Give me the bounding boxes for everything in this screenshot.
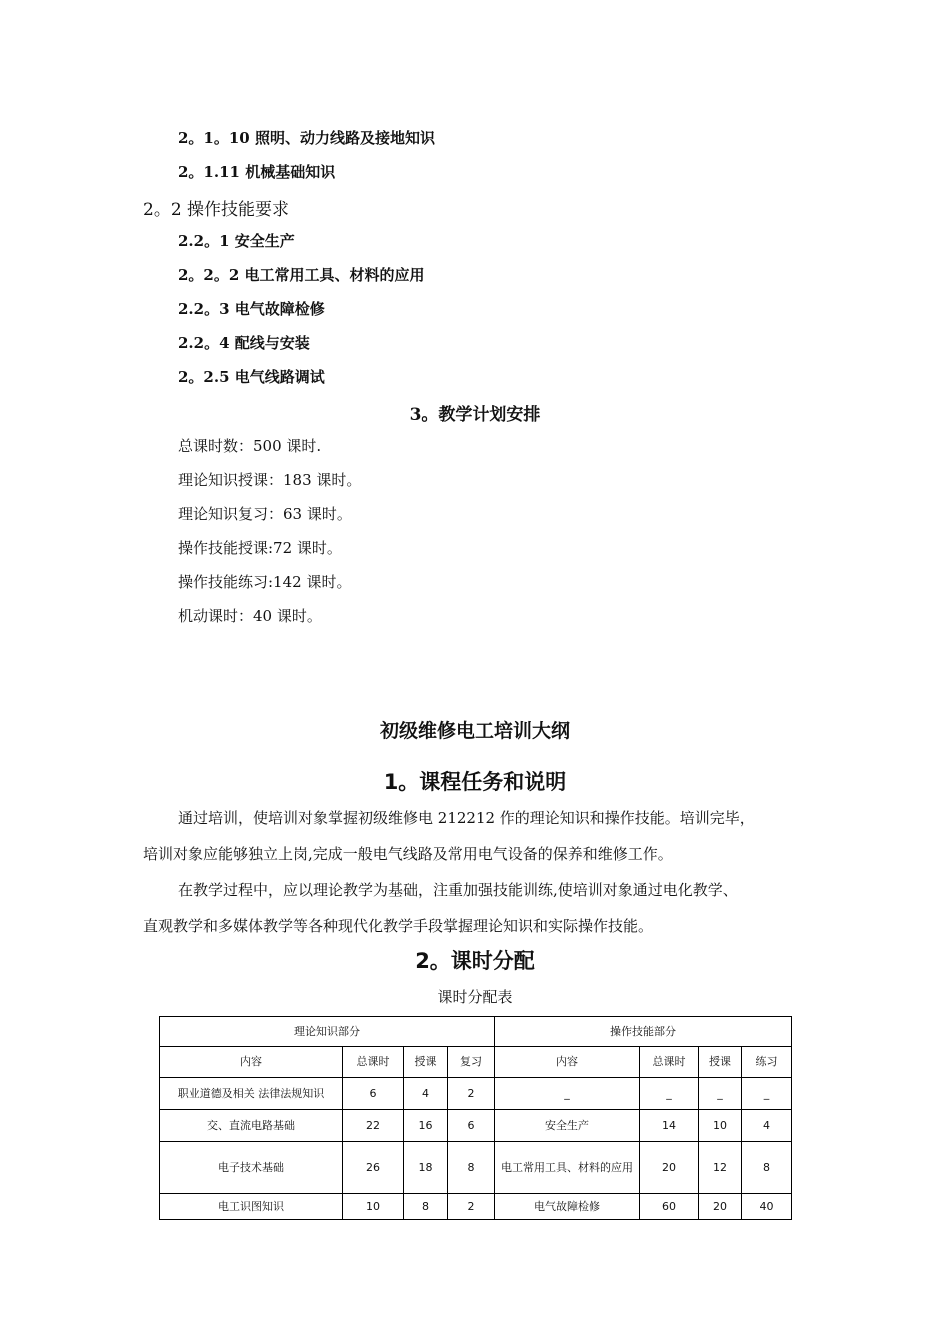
table-row	[160, 1110, 792, 1142]
table-cell: 4	[742, 1110, 792, 1142]
section-1-heading: 1。课程任务和说明	[383, 770, 567, 794]
table-cell: 安全生产	[495, 1110, 640, 1142]
table-group-header-row	[160, 1017, 792, 1047]
hours-theory-review: 理论知识复习：63 课时。	[178, 505, 352, 523]
table-cell: _	[742, 1078, 792, 1110]
table-cell: 26	[343, 1142, 404, 1194]
table-cell: 电子技术基础	[160, 1142, 343, 1194]
outline-item-2-1-11: 2。1.11 机械基础知识	[178, 163, 336, 181]
hours-skill-teaching: 操作技能授课:72 课时。	[178, 539, 342, 557]
table-cell: 2	[448, 1194, 495, 1220]
paragraph-2-line-2: 直观教学和多媒体教学等各种现代化教学手段掌握理论知识和实际操作技能。	[143, 917, 654, 935]
table-cell: 电工识图知识	[160, 1194, 343, 1220]
outline-item-2-2-5: 2。2.5 电气线路调试	[178, 368, 325, 386]
hours-skill-practice: 操作技能练习:142 课时。	[178, 573, 352, 591]
table-cell: 20	[640, 1142, 699, 1194]
table-row	[160, 1194, 792, 1220]
table-cell: 40	[742, 1194, 792, 1220]
table-cell: _	[640, 1078, 699, 1110]
table-cell: 12	[699, 1142, 742, 1194]
table-header-row	[160, 1047, 792, 1078]
paragraph-1-line-2: 培训对象应能够独立上岗,完成一般电气线路及常用电气设备的保养和维修工作。	[143, 845, 673, 863]
column-header: 授课	[699, 1047, 742, 1078]
table-cell: _	[699, 1078, 742, 1110]
table-cell: 8	[448, 1142, 495, 1194]
section-3-heading: 3。教学计划安排	[409, 405, 541, 425]
table-cell: 14	[640, 1110, 699, 1142]
outline-item-2-2: 2。2 操作技能要求	[143, 200, 290, 220]
hours-theory-teaching: 理论知识授课：183 课时。	[178, 471, 362, 489]
column-header: 总课时	[343, 1047, 404, 1078]
outline-item-2-2-3: 2.2。3 电气故障检修	[178, 300, 325, 318]
hours-total: 总课时数：500 课时.	[178, 437, 322, 455]
outline-item-2-1-10: 2。1。10 照明、动力线路及接地知识	[178, 129, 435, 147]
table-cell: 60	[640, 1194, 699, 1220]
table-cell: 2	[448, 1078, 495, 1110]
table-cell: 10	[343, 1194, 404, 1220]
table-cell: 6	[343, 1078, 404, 1110]
table-row	[160, 1078, 792, 1110]
class-hours-table	[159, 1016, 792, 1220]
column-header: 授课	[404, 1047, 448, 1078]
table-cell: 20	[699, 1194, 742, 1220]
column-header: 内容	[160, 1047, 343, 1078]
table-cell: 电工常用工具、材料的应用	[495, 1142, 640, 1194]
column-header: 总课时	[640, 1047, 699, 1078]
table-cell: 8	[404, 1194, 448, 1220]
group-header-practice: 操作技能部分	[495, 1017, 792, 1047]
column-header: 内容	[495, 1047, 640, 1078]
outline-item-2-2-4: 2.2。4 配线与安装	[178, 334, 310, 352]
table-cell: 4	[404, 1078, 448, 1110]
outline-item-2-2-2: 2。2。2 电工常用工具、材料的应用	[178, 266, 425, 284]
table-cell: _	[495, 1078, 640, 1110]
paragraph-1-line-1: 通过培训，使培训对象掌握初级维修电 212212 作的理论知识和操作技能。培训完毕，	[178, 809, 755, 827]
paragraph-2-line-1: 在教学过程中，应以理论教学为基础，注重加强技能训练,使培训对象通过电化教学、	[178, 881, 738, 899]
section-2-heading: 2。课时分配	[415, 949, 535, 973]
column-header: 练习	[742, 1047, 792, 1078]
table-cell: 8	[742, 1142, 792, 1194]
group-header-theory: 理论知识部分	[160, 1017, 495, 1047]
hours-flexible: 机动课时：40 课时。	[178, 607, 322, 625]
table-cell: 交、直流电路基础	[160, 1110, 343, 1142]
table-cell: 10	[699, 1110, 742, 1142]
outline-item-2-2-1: 2.2。1 安全生产	[178, 232, 295, 250]
column-header: 复习	[448, 1047, 495, 1078]
table-cell: 18	[404, 1142, 448, 1194]
table-cell: 6	[448, 1110, 495, 1142]
table-cell: 16	[404, 1110, 448, 1142]
table-cell: 22	[343, 1110, 404, 1142]
table-caption: 课时分配表	[437, 988, 513, 1006]
table-cell: 职业道德及相关 法律法规知识	[160, 1078, 343, 1110]
table-cell: 电气故障检修	[495, 1194, 640, 1220]
table-row	[160, 1142, 792, 1194]
document-title: 初级维修电工培训大纲	[379, 720, 570, 742]
